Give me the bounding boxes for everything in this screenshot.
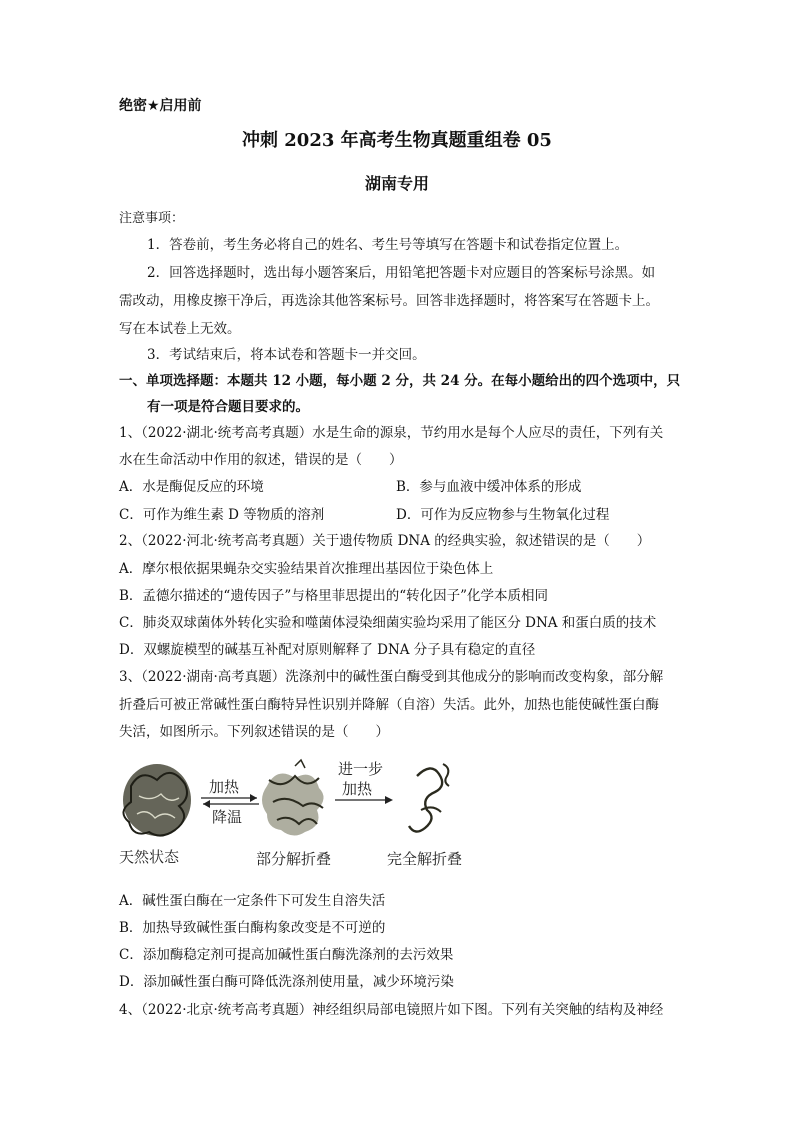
reversible-arrow <box>201 794 259 808</box>
q3-option-a: A．碱性蛋白酶在一定条件下可发生自溶失活 <box>119 893 386 909</box>
q3-option-d: D．添加碱性蛋白酶可降低洗涤剂使用量，减少环境污染 <box>119 974 454 990</box>
partially-unfolded-illustration <box>262 760 324 836</box>
q1-stem-line2: 水在生命活动中作用的叙述，错误的是（ ） <box>119 452 403 468</box>
q1-option-d: D．可作为反应物参与生物氧化过程 <box>396 507 610 523</box>
q2-option-a: A．摩尔根依据果蝇杂交实验结果首次推理出基因位于染色体上 <box>119 561 494 577</box>
q2-option-b: B．孟德尔描述的“遗传因子”与格里菲思提出的“转化因子”化学本质相同 <box>119 588 549 604</box>
q3-option-c: C．添加酶稳定剂可提高加碱性蛋白酶洗涤剂的去污效果 <box>119 947 454 963</box>
q3-stem-line2: 折叠后可被正常碱性蛋白酶特异性识别并降解（自溶）失活。此外，加热也能使碱性蛋白酶 <box>119 697 659 713</box>
arrow-label-further: 进一步 <box>338 760 384 778</box>
state-label-partial: 部分解折叠 <box>256 850 332 868</box>
protein-unfolding-figure <box>117 756 477 876</box>
state-label-full: 完全解折叠 <box>387 850 463 868</box>
page-subtitle: 湖南专用 <box>364 174 429 193</box>
section-heading-line1: 一、单项选择题：本题共 12 小题，每小题 2 分，共 24 分。在每小题给出的四个选项中，只 <box>119 373 681 389</box>
state-label-native: 天然状态 <box>119 848 180 866</box>
q1-option-c: C．可作为维生素 D 等物质的溶剂 <box>119 507 325 523</box>
q1-stem-line1: 1、（2022·湖北·统考高考真题）水是生命的源泉，节约用水是每个人应尽的责任，下列有关 <box>119 425 664 441</box>
fully-unfolded-illustration <box>409 764 449 832</box>
q2-option-c: C．肺炎双球菌体外转化实验和噬菌体浸染细菌实验均采用了能区分 DNA 和蛋白质的技术 <box>119 615 657 631</box>
q3-stem-line3: 失活，如图所示。下列叙述错误的是（ ） <box>119 724 389 740</box>
note-item-2-line3: 写在本试卷上无效。 <box>119 321 241 337</box>
note-item-2-line2: 需改动，用橡皮擦干净后，再选涂其他答案标号。回答非选择题时，将答案写在答题卡上。 <box>119 293 659 309</box>
page-title: 冲刺 2023 年高考生物真题重组卷 05 <box>242 130 552 151</box>
q2-option-d: D．双螺旋模型的碱基互补配对原则解释了 DNA 分子具有稳定的直径 <box>119 642 536 658</box>
notes-heading: 注意事项： <box>119 211 185 226</box>
q1-option-b: B．参与血液中缓冲体系的形成 <box>396 479 582 495</box>
note-item-3: 3．考试结束后，将本试卷和答题卡一并交回。 <box>147 347 426 363</box>
confidential-label: 绝密★启用前 <box>119 98 202 114</box>
note-item-1: 1．答卷前，考生务必将自己的姓名、考生号等填写在答题卡和试卷指定位置上。 <box>147 237 629 253</box>
note-item-2-line1: 2．回答选择题时，选出每小题答案后，用铅笔把答题卡对应题目的答案标号涂黑。如 <box>147 265 656 281</box>
native-protein-illustration <box>123 764 191 836</box>
q4-stem-line1: 4、（2022·北京·统考高考真题）神经组织局部电镜照片如下图。下列有关突触的结构及神经 <box>119 1002 664 1018</box>
q2-stem: 2、（2022·河北·统考高考真题）关于遗传物质 DNA 的经典实验，叙述错误的是（ ） <box>119 533 651 549</box>
q3-stem-line1: 3、（2022·湖南·高考真题）洗涤剂中的碱性蛋白酶受到其他成分的影响而改变构象，部分解 <box>119 669 664 685</box>
section-heading-line2: 有一项是符合题目要求的。 <box>147 399 309 415</box>
arrow-label-heat-2: 加热 <box>342 780 373 798</box>
arrow-label-heat: 加热 <box>209 778 240 796</box>
arrow-label-cool: 降温 <box>212 808 243 826</box>
q3-option-b: B．加热导致碱性蛋白酶构象改变是不可逆的 <box>119 920 386 936</box>
q1-option-a: A．水是酶促反应的环境 <box>119 479 264 495</box>
